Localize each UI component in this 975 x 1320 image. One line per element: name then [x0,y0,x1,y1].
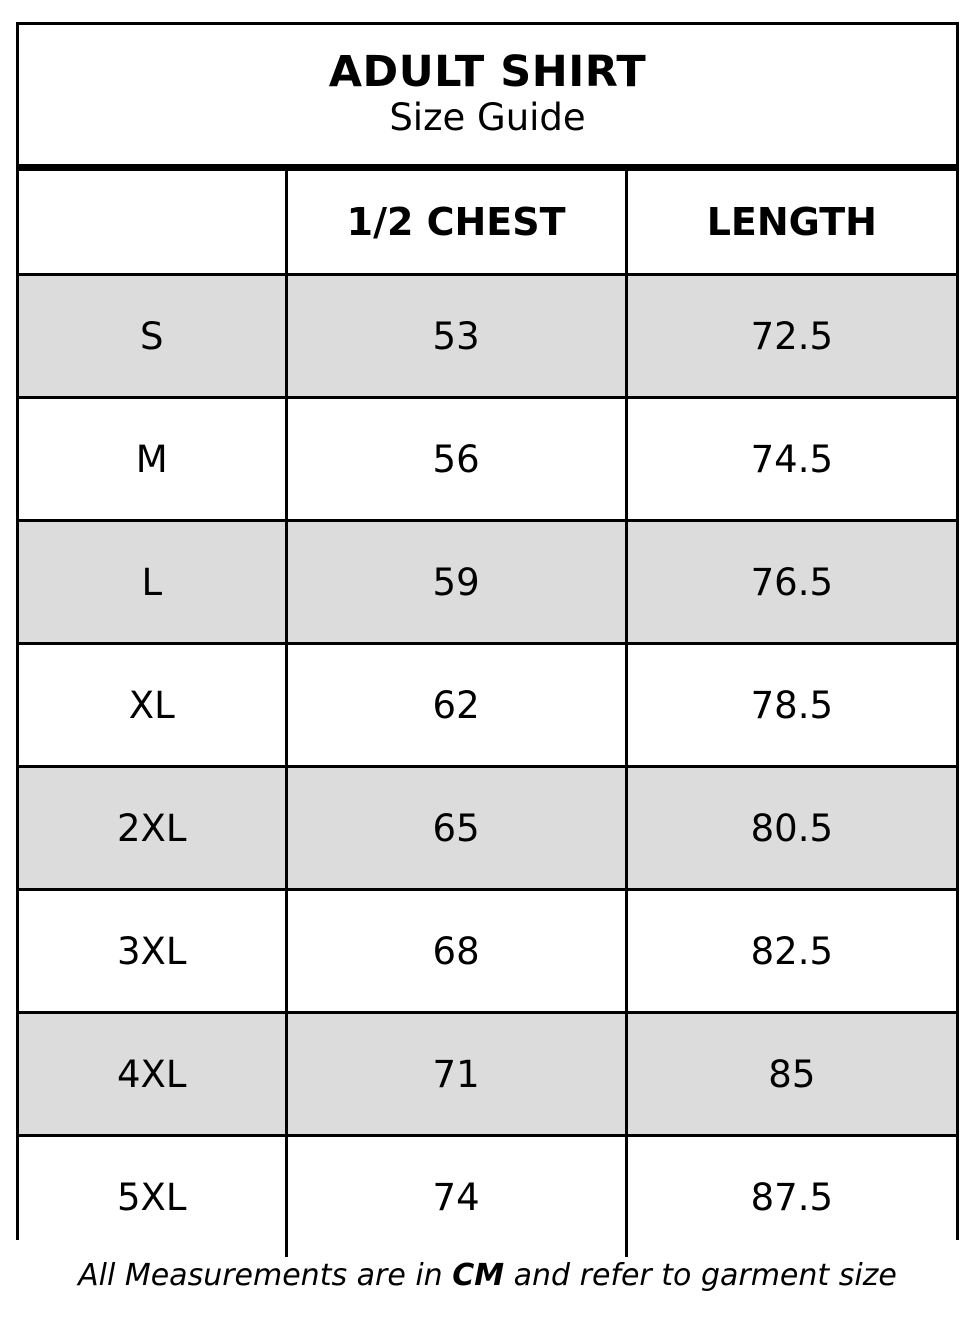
table-row [19,767,956,890]
table-row [19,1013,956,1136]
cell-length: 72.5 [626,275,956,398]
cell-chest: 59 [286,521,626,644]
table-body [19,275,956,1258]
cell-size: 2XL [19,767,286,890]
note-text-after: and refer to garment size [504,1258,897,1293]
cell-size: M [19,398,286,521]
cell-chest: 65 [286,767,626,890]
cell-length: 74.5 [626,398,956,521]
cell-chest: 74 [286,1136,626,1258]
table-row [19,1136,956,1258]
page-title: ADULT SHIRT [328,46,647,97]
cell-chest: 71 [286,1013,626,1136]
table-row [19,398,956,521]
cell-size: XL [19,644,286,767]
size-table [19,171,956,1257]
column-header-length: LENGTH [626,171,956,275]
cell-length: 76.5 [626,521,956,644]
cell-length: 82.5 [626,890,956,1013]
cell-length: 80.5 [626,767,956,890]
table-row [19,644,956,767]
size-chart-frame [16,22,959,1240]
cell-chest: 62 [286,644,626,767]
note-text-before: All Measurements are in [78,1258,453,1293]
column-header-chest: 1/2 CHEST [286,171,626,275]
cell-size: S [19,275,286,398]
cell-length: 87.5 [626,1136,956,1258]
table-header-row [19,171,956,275]
cell-chest: 53 [286,275,626,398]
page-subtitle: Size Guide [389,95,586,139]
cell-size: 5XL [19,1136,286,1258]
table-header [19,171,956,275]
cell-chest: 56 [286,398,626,521]
cell-size: 4XL [19,1013,286,1136]
table-row [19,275,956,398]
cell-chest: 68 [286,890,626,1013]
note-unit: CM [452,1258,505,1293]
cell-length: 78.5 [626,644,956,767]
table-row [19,890,956,1013]
cell-size: L [19,521,286,644]
table-row [19,521,956,644]
cell-length: 85 [626,1013,956,1136]
measurement-note [0,1258,975,1293]
cell-size: 3XL [19,890,286,1013]
column-header-size [19,171,286,275]
title-block [19,25,956,171]
